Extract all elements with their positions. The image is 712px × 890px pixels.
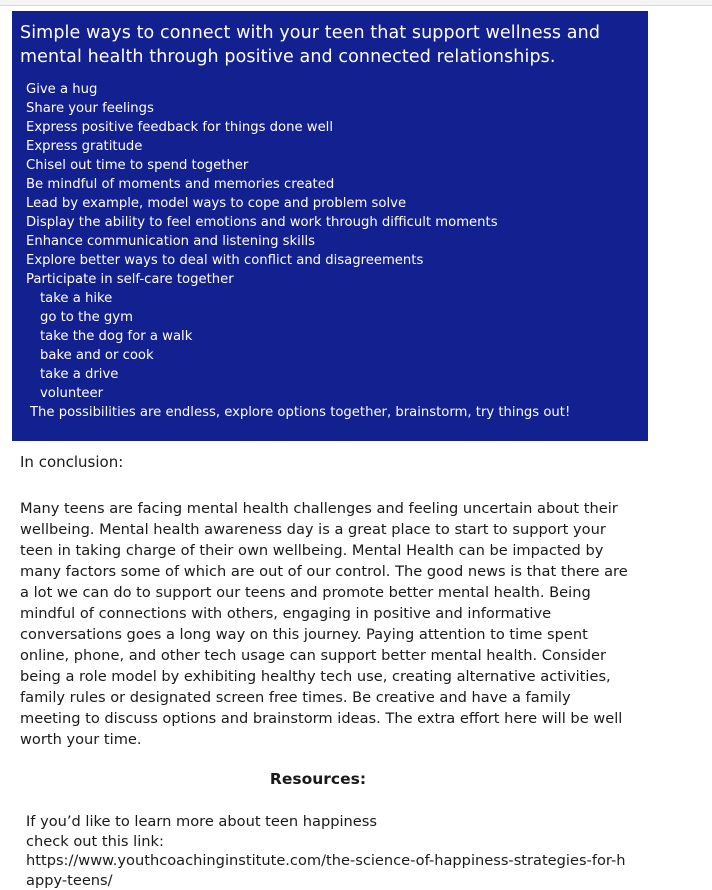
list-item: Express gratitude xyxy=(26,139,143,154)
list-item: Share your feelings xyxy=(26,101,154,116)
sub-list-item: volunteer xyxy=(40,386,104,401)
list-item: Express positive feedback for things done well xyxy=(26,120,334,135)
tips-list xyxy=(26,80,498,403)
resource-link[interactable]: https://www.youthcoachinginstitute.com/the-science-of-happiness-strategies-for-happy-teens/ xyxy=(26,852,626,889)
list-item: Be mindful of moments and memories created xyxy=(26,177,335,192)
panel-title: Simple ways to connect with your teen that support wellness and mental health through positive and connected relationships. xyxy=(20,23,601,67)
list-item: Explore better ways to deal with conflict and disagreements xyxy=(26,253,424,268)
sub-list-item: take the dog for a walk xyxy=(40,329,193,344)
tips-panel xyxy=(12,11,648,441)
resources-heading: Resources: xyxy=(269,770,367,788)
list-item: Give a hug xyxy=(26,82,98,97)
panel-closing-text: The possibilities are endless, explore options together, brainstorm, try things out! xyxy=(30,405,571,420)
list-item: Chisel out time to spend together xyxy=(26,158,249,173)
list-item: Display the ability to feel emotions and work through difficult moments xyxy=(26,215,498,230)
sub-list-item: bake and or cook xyxy=(40,348,154,363)
top-divider xyxy=(0,0,712,6)
resources-intro-line-2: check out this link: xyxy=(26,832,164,850)
resources-section xyxy=(26,812,626,890)
list-item: Participate in self-care together xyxy=(26,272,234,287)
list-item: Lead by example, model ways to cope and problem solve xyxy=(26,196,407,211)
sub-list-item: go to the gym xyxy=(40,310,133,325)
conclusion-heading: In conclusion: xyxy=(20,453,124,471)
conclusion-paragraph: Many teens are facing mental health challenges and feeling uncertain about their wellbeing. Mental health awareness day is a great place to start to support your teen in taking charge of their own wellbeing. Mental Health can be impacted by many factors some of which are out of our control. The good news is that there are a lot we can do to support our teens and promote better mental health. Being mindful of connections with others, engaging in positive and informative conversations goes a long way on this journey. Paying attention to time spent online, phone, and other tech usage can support better mental health. Consider being a role model by exhibiting healthy tech use, creating alternative activities, family rules or designated screen free times. Be creative and have a family meeting to discuss options and brainstorm ideas. The extra effort here will be well worth your time. xyxy=(20,500,628,748)
sub-list-item: take a drive xyxy=(40,367,119,382)
sub-list-item: take a hike xyxy=(40,291,113,306)
resources-intro-line: If you’d like to learn more about teen happiness xyxy=(26,813,377,830)
list-item: Enhance communication and listening skills xyxy=(26,234,316,249)
